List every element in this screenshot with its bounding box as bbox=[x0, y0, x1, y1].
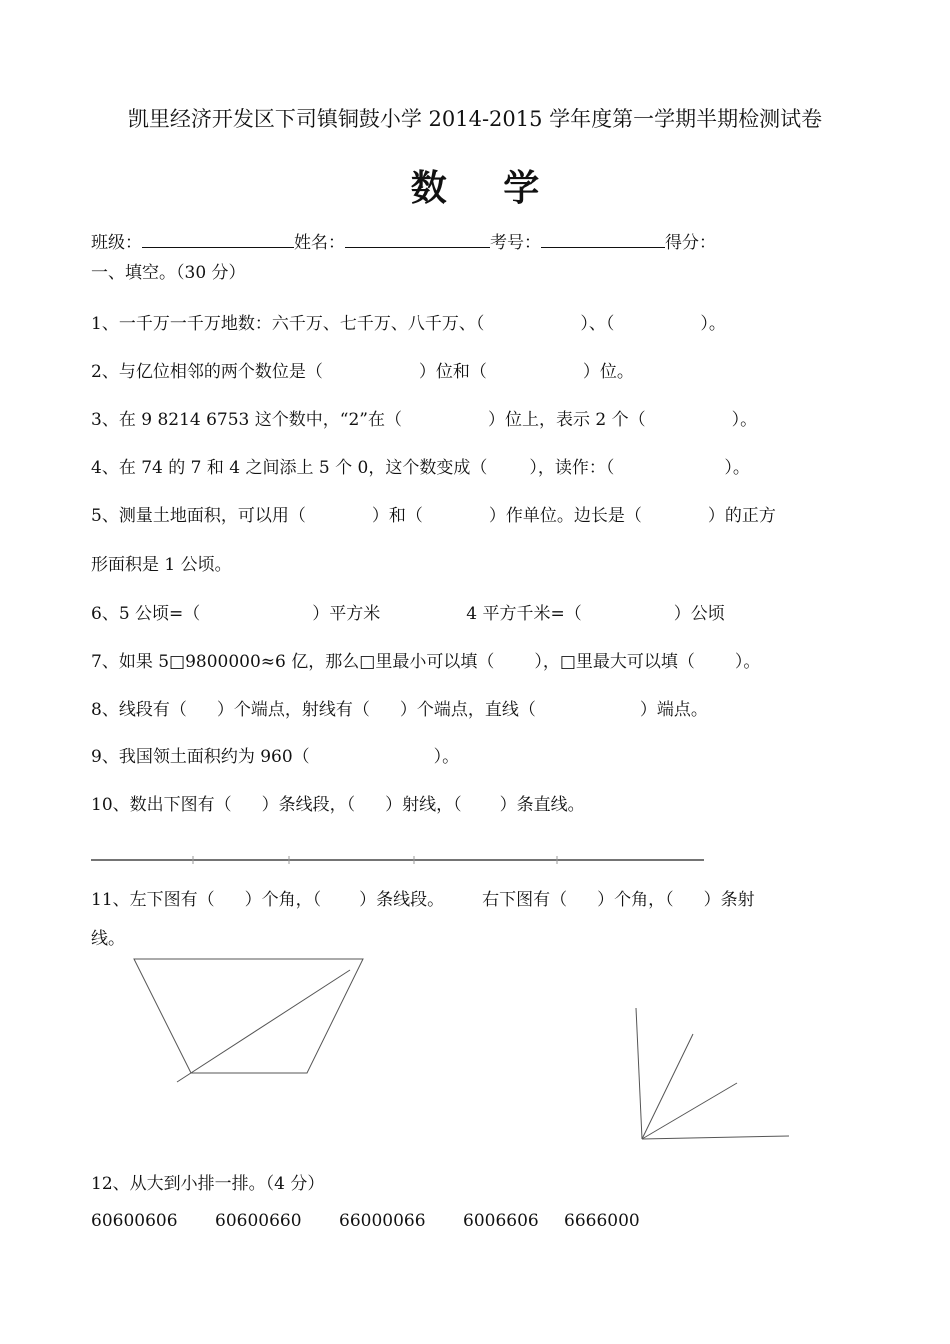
question-5-cont: 形面积是 1 公顷。 bbox=[91, 555, 232, 575]
q12-number: 60600606 bbox=[91, 1211, 178, 1231]
class-label: 班级： bbox=[91, 233, 142, 253]
q8-text-a: 8、线段有（ bbox=[91, 700, 187, 720]
trapezoid bbox=[134, 959, 363, 1073]
q4-text-a: 4、在 74 的 7 和 4 之间添上 5 个 0，这个数变成（ bbox=[91, 458, 488, 478]
q10-text-c: ）射线，（ bbox=[385, 795, 462, 815]
q6-text-b: ）平方米 bbox=[312, 604, 381, 624]
q3-text-b: ）位上，表示 2 个（ bbox=[487, 410, 646, 430]
q10-line-figure bbox=[91, 856, 704, 864]
ray bbox=[642, 1034, 693, 1139]
trapezoid-diagonal bbox=[177, 970, 350, 1082]
q11-text-e: ）个角，（ bbox=[597, 890, 674, 910]
q2-text-c: ）位。 bbox=[582, 362, 634, 382]
q8-text-b: ）个端点，射线有（ bbox=[216, 700, 370, 720]
ray bbox=[642, 1083, 737, 1139]
q5-text-d: ）的正方 bbox=[707, 506, 776, 526]
q7-text-c: ）。 bbox=[734, 652, 761, 672]
q1-text-b: ）、（ bbox=[580, 314, 615, 334]
q11-text-b: ）个角，（ bbox=[244, 890, 322, 910]
q5-text-c: ）作单位。边长是（ bbox=[488, 506, 642, 526]
q4-text-b: ），读作：（ bbox=[529, 458, 615, 478]
q2-text-b: ）位和（ bbox=[418, 362, 487, 382]
q12-number: 6006606 bbox=[463, 1211, 539, 1231]
q5-text-a: 5、测量土地面积，可以用（ bbox=[91, 506, 306, 526]
q11-text-c: ）条线段。 bbox=[359, 890, 445, 910]
name-label: 姓名： bbox=[294, 233, 345, 253]
q6-text-a: 6、5 公顷=（ bbox=[91, 604, 201, 624]
q9-text-a: 9、我国领土面积约为 960（ bbox=[91, 747, 310, 767]
q2-text-a: 2、与亿位相邻的两个数位是（ bbox=[91, 362, 323, 382]
q12-number-list bbox=[91, 1210, 640, 1232]
q5-text-b: ）和（ bbox=[371, 506, 423, 526]
q4-text-c: ）。 bbox=[724, 458, 750, 478]
section-1-heading: 一、填空。（30 分） bbox=[91, 263, 246, 283]
ray bbox=[642, 1136, 789, 1139]
q9-text-b: ）。 bbox=[433, 747, 460, 767]
q6-text-d: ）公顷 bbox=[673, 604, 725, 624]
q8-text-d: ）端点。 bbox=[639, 700, 708, 720]
score-label: 得分： bbox=[665, 233, 716, 253]
q10-text-d: ）条直线。 bbox=[499, 795, 585, 815]
q1-text-c: ）。 bbox=[700, 314, 726, 334]
q11-rays-figure bbox=[636, 1008, 789, 1139]
number-label: 考号： bbox=[490, 233, 541, 253]
q3-text-a: 3、在 9 8214 6753 这个数中，“2”在（ bbox=[91, 410, 402, 430]
q7-text-b: ），□里最大可以填（ bbox=[534, 652, 695, 672]
q12-number: 6666000 bbox=[564, 1211, 640, 1231]
q11-text-f: ）条射 bbox=[703, 890, 755, 910]
question-11-cont: 线。 bbox=[91, 929, 125, 949]
q11-text-d: 右下图有（ bbox=[482, 890, 568, 910]
q12-number: 60600660 bbox=[215, 1211, 302, 1231]
q11-text-a: 11、左下图有（ bbox=[91, 890, 215, 910]
q12-number: 66000066 bbox=[339, 1211, 426, 1231]
q3-text-c: ）。 bbox=[731, 410, 758, 430]
exam-title: 凯里经济开发区下司镇铜鼓小学 2014-2015 学年度第一学期半期检测试卷 bbox=[127, 107, 823, 131]
subject-title: 数 学 bbox=[410, 167, 562, 209]
q7-text-a: 7、如果 5□9800000≈6 亿，那么□里最小可以填（ bbox=[91, 652, 495, 672]
q10-text-b: ）条线段，（ bbox=[261, 795, 356, 815]
ray bbox=[636, 1008, 642, 1139]
q1-text-a: 1、一千万一千万地数：六千万、七千万、八千万、（ bbox=[91, 314, 485, 334]
question-12: 12、从大到小排一排。（4 分） bbox=[91, 1174, 325, 1194]
q11-trapezoid-figure bbox=[134, 959, 363, 1082]
q10-text-a: 10、数出下图有（ bbox=[91, 795, 232, 815]
q8-text-c: ）个端点，直线（ bbox=[399, 700, 536, 720]
q6-text-c: 4 平方千米=（ bbox=[466, 604, 582, 624]
